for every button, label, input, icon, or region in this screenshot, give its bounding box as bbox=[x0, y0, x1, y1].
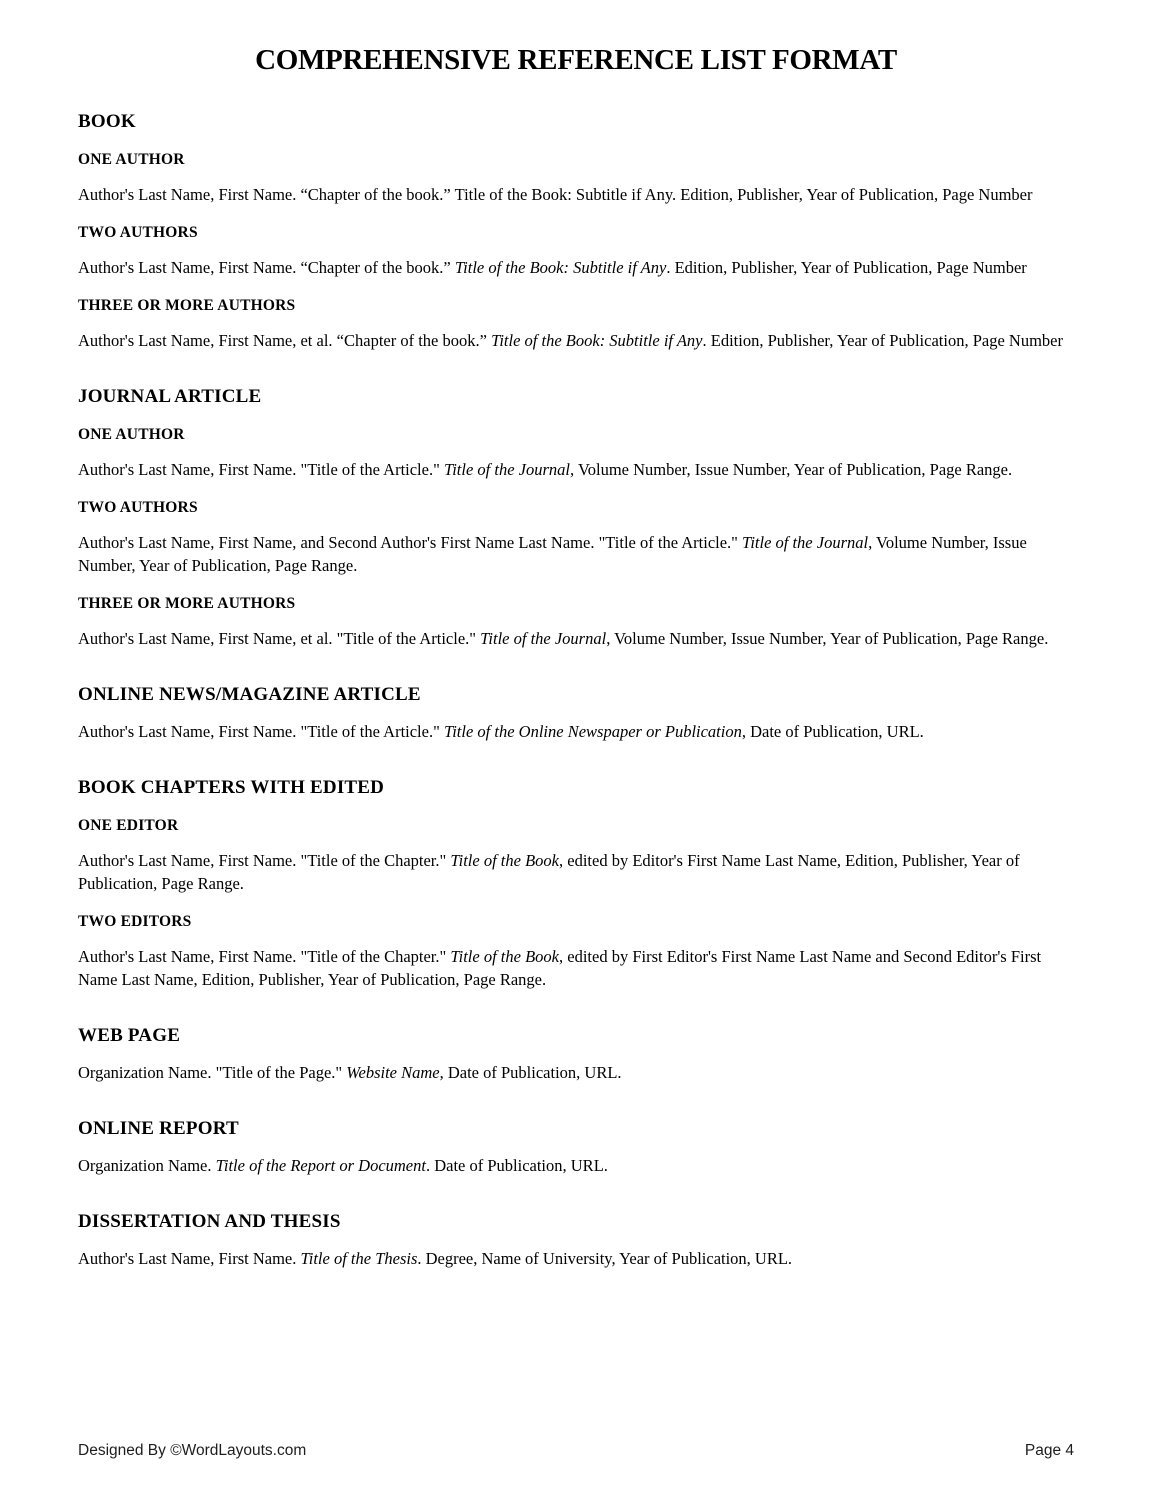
section-heading: DISSERTATION AND THESIS bbox=[78, 1211, 341, 1232]
entry-subheading: THREE OR MORE AUTHORS bbox=[78, 297, 296, 314]
reference-format-text: Organization Name. "Title of the Page." Website Name, Date of Publication, URL. bbox=[78, 1063, 622, 1082]
entry-subheading: ONE EDITOR bbox=[78, 817, 179, 834]
entry-subheading: ONE AUTHOR bbox=[78, 151, 185, 168]
reference-section bbox=[78, 1025, 1074, 1084]
section-heading: JOURNAL ARTICLE bbox=[78, 386, 262, 407]
reference-format-text: Organization Name. Title of the Report or Document. Date of Publication, URL. bbox=[78, 1156, 608, 1175]
section-heading: WEB PAGE bbox=[78, 1025, 181, 1046]
entry-subheading: ONE AUTHOR bbox=[78, 426, 185, 443]
section-heading: ONLINE REPORT bbox=[78, 1118, 239, 1139]
reference-format-text: Author's Last Name, First Name. Title of the Thesis. Degree, Name of University, Year of Publication, URL. bbox=[78, 1249, 793, 1268]
reference-format-text: Author's Last Name, First Name. "Title of the Chapter." Title of the Book, edited by First Editor's First Name Last Name and Second Editor's First Name Last Name, Edition, Publisher, Year of Publication, Page Range. bbox=[78, 947, 1042, 989]
entry-subheading: THREE OR MORE AUTHORS bbox=[78, 595, 296, 612]
reference-section bbox=[78, 1211, 1074, 1270]
reference-format-text: Author's Last Name, First Name, et al. "Title of the Article." Title of the Journal, Volume Number, Issue Number, Year of Publication, Page Range. bbox=[78, 629, 1049, 648]
entry-subheading: TWO AUTHORS bbox=[78, 499, 198, 516]
reference-format-text: Author's Last Name, First Name. “Chapter of the book.” Title of the Book: Subtitle if Any. Edition, Publisher, Year of Publication, Page Number bbox=[78, 185, 1033, 204]
reference-format-text: Author's Last Name, First Name, and Second Author's First Name Last Name. "Title of the Article." Title of the Journal, Volume Number, Issue Number, Year of Publication, Page Range. bbox=[78, 533, 1027, 575]
reference-format-text: Author's Last Name, First Name. "Title of the Article." Title of the Journal, Volume Number, Issue Number, Year of Publication, Page Range. bbox=[78, 460, 1013, 479]
reference-format-text: Author's Last Name, First Name. "Title of the Chapter." Title of the Book, edited by Editor's First Name Last Name, Edition, Publisher, Year of Publication, Page Range. bbox=[78, 851, 1020, 893]
section-heading: BOOK CHAPTERS WITH EDITED bbox=[78, 777, 385, 798]
footer-page-number: Page 4 bbox=[1024, 1442, 1074, 1459]
page-title: COMPREHENSIVE REFERENCE LIST FORMAT bbox=[255, 44, 897, 76]
reference-format-text: Author's Last Name, First Name. "Title of the Article." Title of the Online Newspaper or Publication, Date of Publication, URL. bbox=[78, 722, 924, 741]
section-heading: BOOK bbox=[78, 111, 136, 132]
reference-sections bbox=[78, 111, 1074, 1270]
reference-format-text: Author's Last Name, First Name. “Chapter of the book.” Title of the Book: Subtitle if Any. Edition, Publisher, Year of Publication, Page Number bbox=[78, 258, 1027, 277]
reference-section bbox=[78, 111, 1074, 352]
reference-section bbox=[78, 1118, 1074, 1177]
entry-subheading: TWO EDITORS bbox=[78, 913, 192, 930]
reference-section bbox=[78, 777, 1074, 991]
footer-credit: Designed By ©WordLayouts.com bbox=[78, 1442, 307, 1459]
document-content bbox=[0, 44, 1152, 1270]
entry-subheading: TWO AUTHORS bbox=[78, 224, 198, 241]
reference-section bbox=[78, 684, 1074, 743]
reference-format-text: Author's Last Name, First Name, et al. “Chapter of the book.” Title of the Book: Subtitle if Any. Edition, Publisher, Year of Publication, Page Number bbox=[78, 331, 1063, 350]
reference-section bbox=[78, 386, 1074, 650]
section-heading: ONLINE NEWS/MAGAZINE ARTICLE bbox=[78, 684, 421, 705]
page-footer bbox=[78, 1442, 1074, 1460]
